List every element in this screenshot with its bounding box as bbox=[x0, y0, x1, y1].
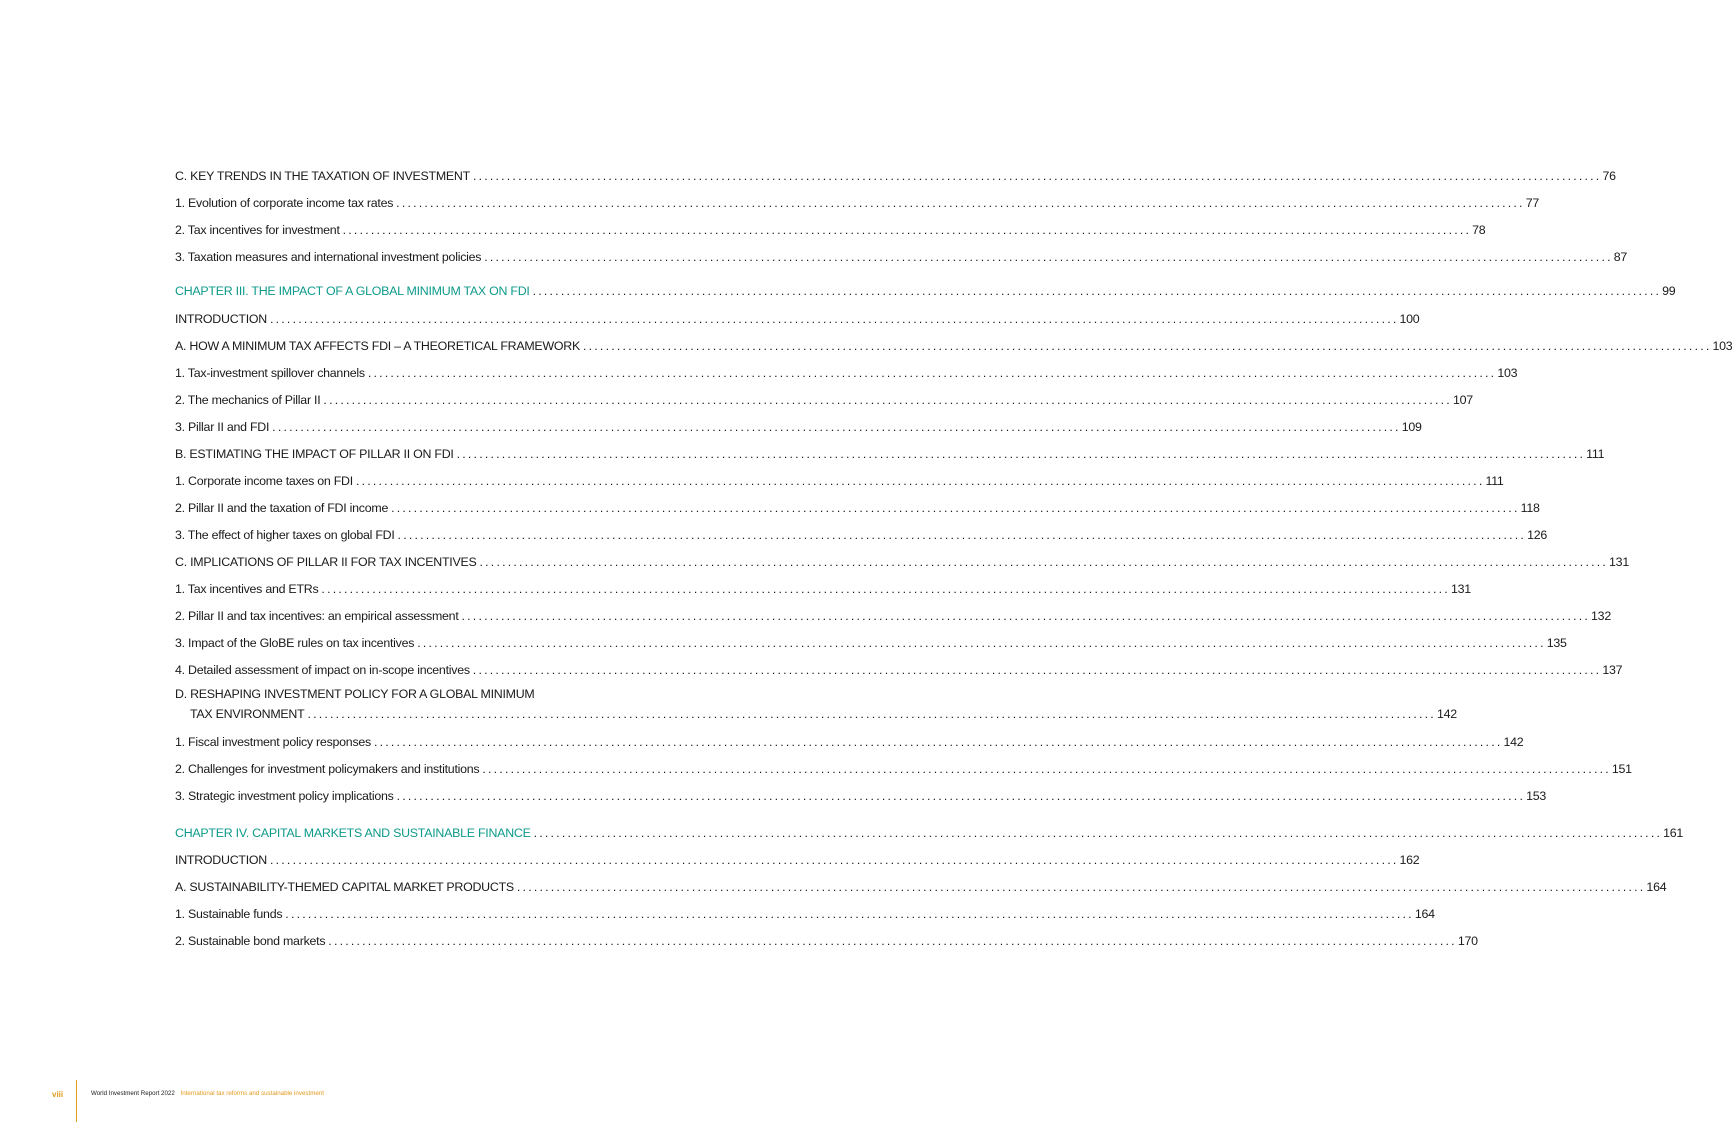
toc-entry[interactable] bbox=[175, 527, 1547, 543]
page-ref: 131 bbox=[1450, 582, 1471, 596]
toc-entry[interactable] bbox=[175, 222, 1486, 238]
subsection-title: 2. Pillar II and tax incentives: an empirical assessment bbox=[175, 609, 459, 623]
section-title: INTRODUCTION bbox=[175, 312, 267, 326]
page-ref: 126 bbox=[1527, 528, 1547, 542]
page-ref: 161 bbox=[1663, 826, 1684, 840]
page-ref: 137 bbox=[1602, 663, 1623, 677]
subsection-title: 3. Strategic investment policy implications bbox=[175, 789, 394, 803]
toc-entry[interactable] bbox=[175, 879, 1667, 895]
page-footer bbox=[0, 1080, 793, 1122]
leader-dots: ........................................................................................................................................................................................................ bbox=[417, 636, 1546, 650]
toc-entry[interactable] bbox=[175, 788, 1547, 804]
footer-title bbox=[91, 1090, 324, 1097]
page-ref: 153 bbox=[1526, 789, 1547, 803]
subsection-title: 1. Corporate income taxes on FDI bbox=[175, 474, 353, 488]
leader-dots: ........................................................................................................................................................................................................ bbox=[355, 474, 1485, 488]
page-ref: 109 bbox=[1401, 420, 1422, 434]
page-ref: 76 bbox=[1602, 169, 1616, 183]
leader-dots: ........................................................................................................................................................................................................ bbox=[516, 880, 1646, 894]
page-ref: 132 bbox=[1591, 609, 1611, 623]
page-ref: 170 bbox=[1457, 934, 1478, 948]
toc-entry[interactable] bbox=[175, 168, 1616, 184]
toc-entry[interactable] bbox=[175, 338, 1732, 354]
leader-dots: ........................................................................................................................................................................................................ bbox=[270, 312, 1399, 326]
subsection-title: 3. Pillar II and FDI bbox=[175, 420, 270, 434]
section-title: D. RESHAPING INVESTMENT POLICY FOR A GLOBAL MINIMUM bbox=[175, 687, 535, 701]
page-ref: 151 bbox=[1611, 762, 1632, 776]
toc-entry[interactable] bbox=[175, 446, 1605, 462]
subsection-title: 2. Tax incentives for investment bbox=[175, 223, 340, 237]
leader-dots: ........................................................................................................................................................................................................ bbox=[397, 528, 1527, 542]
leader-dots: ........................................................................................................................................................................................................ bbox=[583, 339, 1712, 353]
subsection-title: 3. Impact of the GloBE rules on tax incentives bbox=[175, 636, 415, 650]
leader-dots: ........................................................................................................................................................................................................ bbox=[396, 196, 1525, 210]
leader-dots: ........................................................................................................................................................................................................ bbox=[396, 789, 1526, 803]
page-ref: 78 bbox=[1472, 223, 1486, 237]
subsection-title: 1. Sustainable funds bbox=[175, 907, 283, 921]
toc-entry[interactable] bbox=[175, 581, 1471, 597]
toc-entry[interactable] bbox=[175, 283, 1676, 299]
section-title: A. HOW A MINIMUM TAX AFFECTS FDI – A THEORETICAL FRAMEWORK bbox=[175, 339, 580, 353]
page-ref: 107 bbox=[1452, 393, 1473, 407]
leader-dots: ........................................................................................................................................................................................................ bbox=[270, 853, 1399, 867]
section-title: C. KEY TRENDS IN THE TAXATION OF INVESTMENT bbox=[175, 169, 470, 183]
page-ref: 103 bbox=[1712, 339, 1732, 353]
subsection-title: 4. Detailed assessment of impact on in-scope incentives bbox=[175, 663, 470, 677]
toc-entry[interactable] bbox=[175, 734, 1524, 750]
leader-dots: ........................................................................................................................................................................................................ bbox=[472, 169, 1602, 183]
page-ref: 99 bbox=[1662, 284, 1676, 298]
page-ref: 118 bbox=[1520, 501, 1540, 515]
page-ref: 164 bbox=[1646, 880, 1667, 894]
report-subtitle: International tax reforms and sustainable investment bbox=[180, 1090, 324, 1097]
subsection-title: 1. Fiscal investment policy responses bbox=[175, 735, 371, 749]
toc-entry[interactable] bbox=[175, 686, 1457, 722]
page-ref: 111 bbox=[1586, 447, 1605, 461]
toc-entry[interactable] bbox=[175, 554, 1629, 570]
toc-entry[interactable] bbox=[175, 635, 1567, 651]
subsection-title: 1. Tax-investment spillover channels bbox=[175, 366, 365, 380]
toc-entry[interactable] bbox=[175, 500, 1540, 516]
toc-entry[interactable] bbox=[175, 419, 1422, 435]
leader-dots: ........................................................................................................................................................................................................ bbox=[285, 907, 1414, 921]
toc-entry[interactable] bbox=[175, 392, 1473, 408]
toc-entry[interactable] bbox=[175, 761, 1632, 777]
toc-entry[interactable] bbox=[175, 906, 1435, 922]
subsection-title: 3. Taxation measures and international investment policies bbox=[175, 250, 482, 264]
section-title: INTRODUCTION bbox=[175, 853, 267, 867]
page-ref: 162 bbox=[1399, 853, 1420, 867]
page-ref: 100 bbox=[1399, 312, 1420, 326]
leader-dots: ........................................................................................................................................................................................................ bbox=[479, 555, 1609, 569]
leader-dots: ........................................................................................................................................................................................................ bbox=[323, 393, 1452, 407]
page-ref: 131 bbox=[1609, 555, 1629, 569]
toc-entry[interactable] bbox=[175, 195, 1539, 211]
leader-dots: ........................................................................................................................................................................................................ bbox=[272, 420, 1401, 434]
toc-entry[interactable] bbox=[175, 249, 1628, 265]
section-title: B. ESTIMATING THE IMPACT OF PILLAR II ON FDI bbox=[175, 447, 454, 461]
subsection-title: 2. The mechanics of Pillar II bbox=[175, 393, 321, 407]
section-title: C. IMPLICATIONS OF PILLAR II FOR TAX INCENTIVES bbox=[175, 555, 477, 569]
page-ref: 87 bbox=[1613, 250, 1628, 264]
subsection-title: 2. Pillar II and the taxation of FDI income bbox=[175, 501, 389, 515]
page-ref: 103 bbox=[1497, 366, 1518, 380]
leader-dots: ........................................................................................................................................................................................................ bbox=[367, 366, 1497, 380]
page-ref: 77 bbox=[1525, 196, 1539, 210]
chapter-title: CHAPTER III. THE IMPACT OF A GLOBAL MINIMUM TAX ON FDI bbox=[175, 284, 530, 298]
subsection-title: 3. The effect of higher taxes on global FDI bbox=[175, 528, 395, 542]
toc-entry[interactable] bbox=[175, 365, 1518, 381]
page-ref: 135 bbox=[1546, 636, 1567, 650]
page-ref: 142 bbox=[1503, 735, 1524, 749]
leader-dots: ........................................................................................................................................................................................................ bbox=[461, 609, 1591, 623]
page-number: viii bbox=[52, 1090, 64, 1099]
toc-entry[interactable] bbox=[175, 825, 1684, 841]
leader-dots: ........................................................................................................................................................................................................ bbox=[373, 735, 1503, 749]
section-title: TAX ENVIRONMENT bbox=[190, 707, 305, 721]
page-ref: 164 bbox=[1414, 907, 1435, 921]
toc-entry[interactable] bbox=[175, 311, 1420, 327]
leader-dots: ........................................................................................................................................................................................................ bbox=[328, 934, 1457, 948]
subsection-title: 1. Evolution of corporate income tax rates bbox=[175, 196, 394, 210]
section-title: A. SUSTAINABILITY-THEMED CAPITAL MARKET PRODUCTS bbox=[175, 880, 514, 894]
leader-dots: ........................................................................................................................................................................................................ bbox=[307, 707, 1436, 721]
leader-dots: ........................................................................................................................................................................................................ bbox=[533, 826, 1663, 840]
toc-entry[interactable] bbox=[175, 662, 1623, 678]
subsection-title: 1. Tax incentives and ETRs bbox=[175, 582, 319, 596]
leader-dots: ........................................................................................................................................................................................................ bbox=[342, 223, 1472, 237]
leader-dots: ........................................................................................................................................................................................................ bbox=[482, 762, 1611, 776]
toc-entry[interactable] bbox=[175, 473, 1504, 489]
subsection-title: 2. Challenges for investment policymakers and institutions bbox=[175, 762, 480, 776]
toc-entry[interactable] bbox=[175, 852, 1420, 868]
leader-dots: ........................................................................................................................................................................................................ bbox=[321, 582, 1450, 596]
toc-entry[interactable] bbox=[175, 933, 1478, 949]
subsection-title: 2. Sustainable bond markets bbox=[175, 934, 326, 948]
leader-dots: ........................................................................................................................................................................................................ bbox=[484, 250, 1613, 264]
footer-divider bbox=[76, 1080, 77, 1122]
leader-dots: ........................................................................................................................................................................................................ bbox=[472, 663, 1602, 677]
report-title: World Investment Report 2022 bbox=[91, 1090, 175, 1097]
page-ref: 111 bbox=[1485, 474, 1504, 488]
page-ref: 142 bbox=[1436, 707, 1457, 721]
leader-dots: ........................................................................................................................................................................................................ bbox=[532, 284, 1662, 298]
toc-entry[interactable] bbox=[175, 608, 1611, 624]
chapter-title: CHAPTER IV. CAPITAL MARKETS AND SUSTAINABLE FINANCE bbox=[175, 826, 531, 840]
leader-dots: ........................................................................................................................................................................................................ bbox=[456, 447, 1586, 461]
leader-dots: ........................................................................................................................................................................................................ bbox=[391, 501, 1520, 515]
